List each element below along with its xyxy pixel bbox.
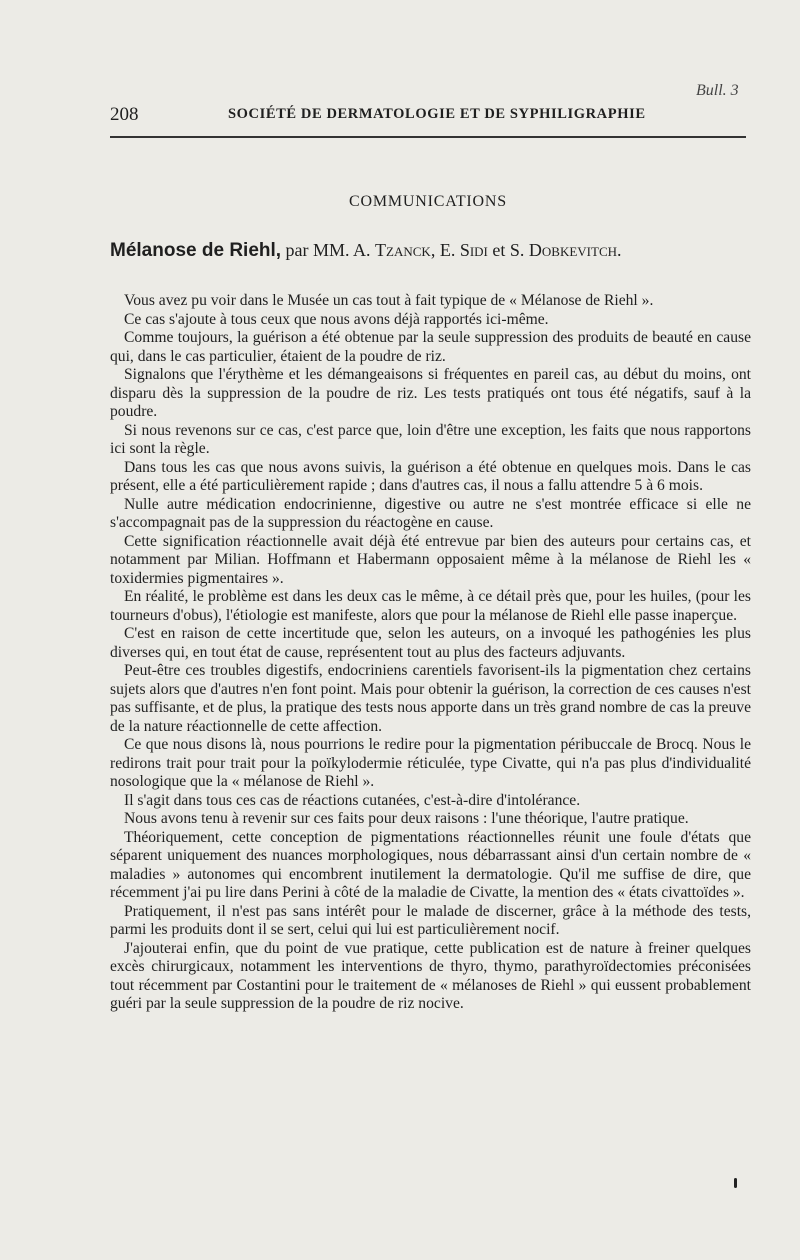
article-title: Mélanose de Riehl, [110, 240, 282, 261]
paragraph: Vous avez pu voir dans le Musée un cas tout à fait typique de « Mélanose de Riehl ». [124, 292, 654, 309]
paragraph: J'ajouterai enfin, que du point de vue pratique, cette publication est de nature à freiner quelques excès chirurgicaux, notamment les interventions de thyro, thymo, parathyroïdectomies préconisées tout récemment par Costantini pour le traitement de « mélanoses de Riehl » qui eussent probablement guéri par la seule suppression de la poudre de riz nocive. [110, 939, 751, 1012]
paragraph: Ce cas s'ajoute à tous ceux que nous avons déjà rapportés ici-même. [124, 310, 549, 328]
paragraph: Ce que nous disons là, nous pourrions le redire pour la pigmentation péribuccale de Brocq. Nous le redirons trait pour trait pour la poïkylodermie réticulée, type Civatte, qui n'a pas plus d'individualité nosologique que la « mélanose de Riehl ». [110, 736, 751, 790]
paragraph: Dans tous les cas que nous avons suivis, la guérison a été obtenue en quelques mois. Dans le cas présent, elle a été particulièrement rapide ; dans d'autres cas, il nous a fallu attendre 5 à 6 mois. [110, 458, 751, 494]
byline-prefix: par MM. A. [285, 240, 371, 260]
paragraph: Nulle autre médication endocrinienne, digestive ou autre ne s'est montrée efficace si elle ne s'accompagnait pas de la suppression du réactogène en cause. [110, 495, 751, 531]
ink-speck [734, 1178, 737, 1188]
page-number: 208 [110, 104, 139, 125]
paragraph: Pratiquement, il n'est pas sans intérêt pour le malade de discerner, grâce à la méthode des tests, parmi les produits dont il se sert, celui qui lui est particulièrement nocif. [110, 902, 751, 938]
author-dobkevitch: Dobkevitch. [528, 240, 622, 260]
journal-title: SOCIÉTÉ DE DERMATOLOGIE ET DE SYPHILIGRAPHIE [228, 106, 646, 122]
article-heading [110, 240, 760, 262]
paragraph: En réalité, le problème est dans les deux cas le même, à ce détail près que, pour les huiles, (pour les tourneurs d'obus), l'étiologie est manifeste, alors que pour la mélanose de Riehl elle passe inaperçue. [110, 588, 751, 624]
author-sidi: Sidi [459, 240, 488, 260]
paragraph: Nous avons tenu à revenir sur ces faits pour deux raisons : l'une théorique, l'autre pratique. [124, 810, 689, 827]
author-tzanck: Tzanck, [375, 240, 436, 260]
section-title: COMMUNICATIONS [349, 193, 507, 210]
paragraph: Théoriquement, cette conception de pigmentations réactionnelles réunit une foule d'états que séparent uniquement des nuances morphologiques, nous débarrassant ainsi d'un certain nombre de « maladies » autonomes qui encombrent inutilement la dermatologie. Qu'il me suffise de dire, que récemment j'ai pu lire dans Perini à côté de la maladie de Civatte, la mention des « états civattoïdes ». [110, 828, 751, 901]
paragraph: Peut-être ces troubles digestifs, endocriniens carentiels favorisent-ils la pigmentation chez certains sujets alors que d'autres n'en font point. Mais pour obtenir la guérison, la correction de ces causes n'est pas suffisante, et de plus, la pratique des tests nous apporte dans un très grand nombre de cas la preuve de la nature réactionnelle de cette affection. [110, 662, 751, 735]
bulletin-label: Bull. 3 [696, 82, 739, 99]
author-initial: E. [439, 240, 456, 260]
paragraph: C'est en raison de cette incertitude que, selon les auteurs, on a invoqué les pathogénies les plus diverses qui, en tout état de cause, représentent tout au plus des facteurs adjuvants. [110, 625, 751, 661]
paragraph: Cette signification réactionnelle avait déjà été entrevue par bien des auteurs pour certains cas, et notamment par Milian. Hoffmann et Habermann opposaient même à la mélanose de Riehl les « toxidermies pigmentaires ». [110, 532, 751, 587]
paragraph: Si nous revenons sur ce cas, c'est parce que, loin d'être une exception, les faits que nous rapportons ici sont la règle. [110, 421, 751, 457]
running-head [110, 104, 756, 128]
byline-conjunction: et S. [492, 240, 525, 260]
header-rule [110, 136, 746, 138]
paragraph: Comme toujours, la guérison a été obtenue par la seule suppression des produits de beauté en cause qui, dans le cas particulier, étaient de la poudre de riz. [110, 329, 751, 365]
paragraph: Il s'agit dans tous ces cas de réactions cutanées, c'est-à-dire d'intolérance. [124, 791, 581, 809]
paragraph: Signalons que l'érythème et les démangeaisons si fréquentes en pareil cas, au début du moins, ont disparu dès la suppression de la poudre de riz. Les tests pratiqués ont tous été négatifs, sauf à la poudre. [110, 366, 751, 420]
article-body [110, 292, 751, 1014]
